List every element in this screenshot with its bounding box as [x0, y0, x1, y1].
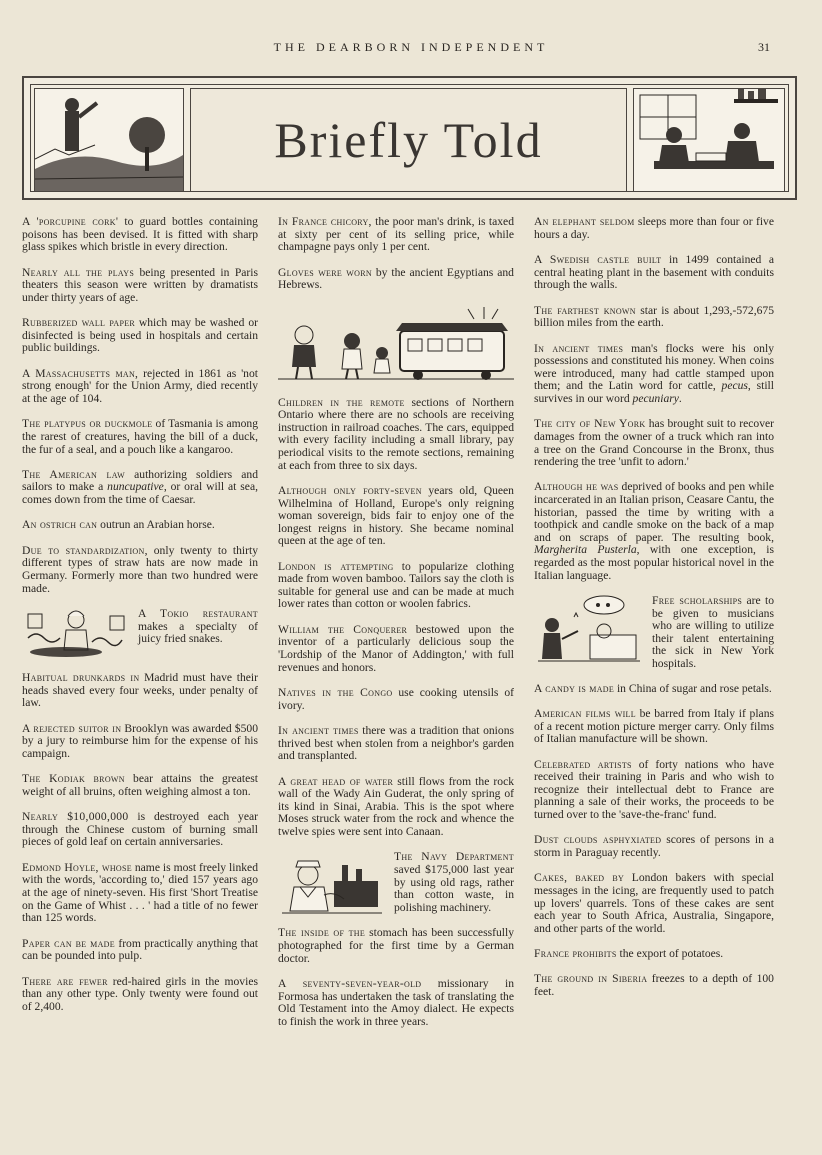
paragraph: In ancient times there was a tradition that onions thrived best when stolen from a neighbor's garden and transplanted.	[278, 724, 515, 763]
paragraph: The ground in Siberia freezes to a depth of 100 feet.	[534, 972, 774, 999]
briefly-told-banner	[22, 76, 797, 200]
paragraph: A rejected suitor in Brooklyn was awarded $500 by a jury to reimburse him for the expense of his campaign.	[22, 721, 258, 760]
musician-and-patient-illustration	[534, 595, 644, 669]
paragraph: The inside of the stomach has been successfully photographed for the first time by a German doctor.	[278, 926, 514, 965]
paragraph: Nearly all the plays being presented in Paris theaters this season were written by dramatists under thirty years of age.	[22, 265, 259, 304]
tokio-item: A Tokio restaurant makes a specialty of juicy fried snakes.	[22, 608, 258, 660]
paragraph: An elephant seldom sleeps more than four or five hours a day.	[534, 215, 774, 241]
paragraph: Rubberized wall paper which may be washed or disinfected is being used in hospitals and certain public buildings.	[22, 316, 258, 355]
paragraph: Edmond Hoyle, whose name is most freely linked with the words, 'according to,' died 157 years ago at the age of ninety-seven. His first 'Short Treatise on the Game of Whist . . . ' had a title of no fewer than 125 words.	[22, 860, 259, 925]
paragraph: The platypus or duckmole of Tasmania is among the rarest of creatures, having the bill of a duck, the fur of a seal, and a pouch like a kangaroo.	[22, 417, 258, 456]
banner-title-box	[190, 88, 627, 192]
page-number: 31	[758, 40, 770, 54]
paragraph: In France chicory, the poor man's drink, is taxed at sixty per cent of its selling price, while champagne pays only 1 per cent.	[278, 215, 514, 254]
paragraph: Cakes, baked by London bakers with special messages in the icing, are frequently used to patch up lovers' quarrels. Tons of these cakes are sent each year to South Africa, Australia, Singapore, and other parts of the world.	[534, 871, 774, 935]
paragraph: A great head of water still flows from the rock wall of the Wady Ain Guderat, the only spring of its kind in Sinai, Arabia. This is the spot where Moses struck water from the rock and whence the twelve spies were sent into Canaan.	[278, 774, 515, 838]
children-and-school-train-illustration	[278, 305, 514, 385]
men-at-desk-illustration	[633, 88, 785, 192]
paragraph: Dust clouds asphyxiated scores of persons in a storm in Paraguay recently.	[534, 833, 774, 859]
paragraph: Due to standardization, only twenty to thirty different types of straw hats are now made in Germany. Formerly more than two hundred were made.	[22, 543, 258, 595]
column-3	[534, 216, 774, 1011]
paragraph: Although he was deprived of books and pen while incarcerated in an Italian prison, Ceasare Cantu, the historian, passed the time by writing with a toothpick and candle smoke on the back of a map and on scraps of paper. The resulting book, Margherita Pusterla, with one exception, is regarded as the most popular historical novel in the Italian language.	[534, 480, 775, 582]
paragraph: William the Conquerer bestowed upon the inventor of a particularly delicious soup the 'Lordship of the Manor of Addington,' with full revenues and honors.	[278, 622, 514, 674]
paragraph: In ancient times man's flocks were his only possessions and constituted his money. When coins were introduced, many had cattle stamped upon them; and the Latin word for cattle, pecus, still survives in our word pecuniary.	[534, 341, 774, 405]
paragraph: American films will be barred from Italy if plans of a recent motion picture merger carry. Only films of Italian manufacture will be shown.	[534, 706, 775, 746]
paragraph: A candy is made in China of sugar and rose petals.	[534, 681, 772, 695]
paragraph: An ostrich can outrun an Arabian horse.	[22, 518, 215, 532]
paragraph: The city of New York has brought suit to recover damages from the owner of a truck which ran into a tree on the Grand Concourse in the Bronx, thus rendering the tree 'unfit to adorn.'	[534, 417, 774, 469]
paragraph: Gloves were worn by the ancient Egyptians and Hebrews.	[278, 265, 514, 292]
column-1	[22, 216, 258, 1026]
paragraph: Although only forty-seven years old, Queen Wilhelmina of Holland, Europe's only reigning woman sovereign, bids fair to enjoy one of the longest reigns in history. She became nominal queen at the age of ten.	[278, 483, 514, 548]
paragraph: The farthest known star is about 1,293,-572,675 billion miles from the earth.	[534, 303, 774, 330]
paragraph: A Swedish castle built in 1499 contained a central heating plant in the basement with conduits through the walls.	[534, 252, 775, 292]
paragraph: The Kodiak brown bear attains the greatest weight of all bruins, often weighing almost a ton.	[22, 772, 258, 798]
column-2	[278, 216, 514, 1041]
paragraph: A Massachusetts man, rejected in 1861 as 'not strong enough' for the Union Army, died recently at the age of 104.	[22, 366, 258, 405]
navy-item: The Navy Department saved $175,000 last year by using old rags, rather than cotton waste, in polishing machinery.	[278, 851, 514, 915]
paragraph: Celebrated artists of forty nations who have received their training in Paris and who wish to recognize their intellectual debt to France are planning a sale of their works, the proceeds to be turned over to the 'save-the-franc' fund.	[534, 757, 774, 821]
cook-with-snakes-illustration	[22, 608, 130, 660]
paragraph: London is attempting to popularize clothing made from woven bamboo. Tailors say the cloth is suitable for general use and can be made at much lower rates than cotton or woolen fabrics.	[278, 559, 514, 611]
sailor-with-rags-illustration	[278, 851, 386, 915]
paragraph: Nearly $10,000,000 is destroyed each year through the Chinese custom of burning small pieces of gold leaf on certain anniversaries.	[22, 810, 258, 849]
paragraph: Natives in the Congo use cooking utensils of ivory.	[278, 686, 514, 712]
paragraph: The American law authorizing soldiers and sailors to make a nuncupative, or oral will at sea, comes down from the time of Caesar.	[22, 467, 258, 507]
paragraph: A 'porcupine cork' to guard bottles containing poisons has been devised. It is fitted with sharp glass spikes which bristle in every direction.	[22, 215, 258, 254]
paragraph: Habitual drunkards in Madrid must have their heads shaved every four weeks, under penalty of law.	[22, 671, 258, 710]
paragraph: Children in the remote sections of Northern Ontario where there are no schools are receiving instruction in railroad coaches. The cars, equipped with every facility including a small library, pay periodical visits to the remote sections, remaining at each from three to six days.	[278, 395, 515, 472]
paragraph: A seventy-seven-year-old missionary in Formosa has undertaken the task of translating the Old Testament into the Amoy dialect. He expects to finish the work in three years.	[278, 976, 514, 1028]
paragraph: Paper can be made from practically anything that can be pounded into pulp.	[22, 936, 258, 963]
masthead: THE DEARBORN INDEPENDENT	[273, 40, 549, 54]
paragraph: France prohibits the export of potatoes.	[534, 947, 724, 961]
banner-title: Briefly Told	[274, 112, 543, 168]
paragraph: There are fewer red-haired girls in the movies than any other type. Only twenty were found out of 2,400.	[22, 974, 258, 1013]
scholarship-item: Free scholarships are to be given to musicians who are willing to utilize their talent entertaining the sick in New York hospitals.	[534, 595, 774, 671]
man-on-hill-illustration	[34, 88, 184, 192]
